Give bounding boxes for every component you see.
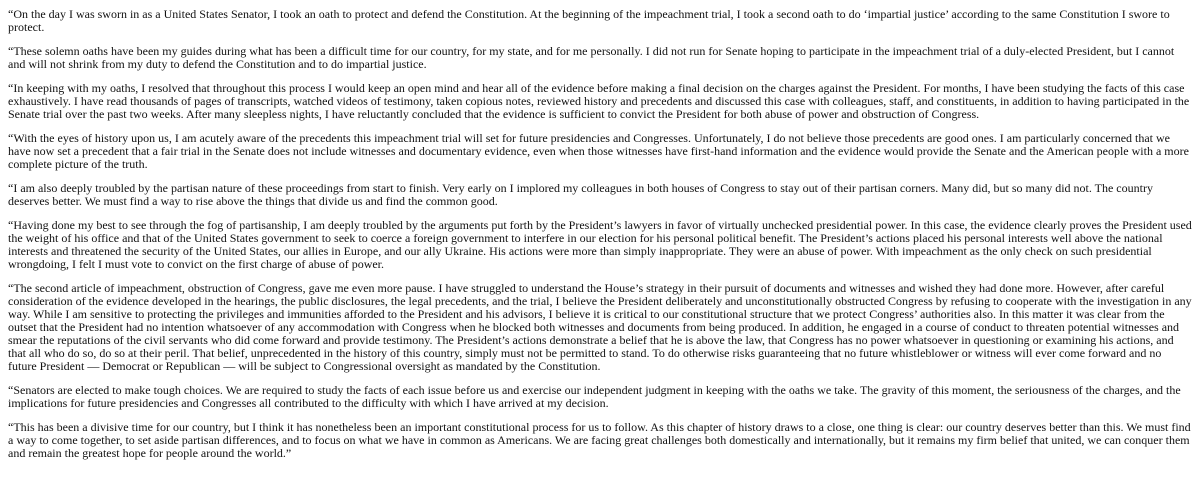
paragraph-oath: “On the day I was sworn in as a United States Senator, I took an oath to protect and defend the Constitution. At the beginning of the impeachment trial, I took a second oath to do ‘impartial justice’ according to the same Constitution I swore to protect. <box>8 7 1170 34</box>
paragraph-obstruction-of-congress: “The second article of impeachment, obstruction of Congress, gave me even more pause. I have struggled to understand the House’s strategy in their pursuit of documents and witnesses and wished they had done more. However, after careful consideration of the evidence developed in the hearings, the public disclosures, the legal precedents, and the trial, I believe the President deliberately and unconstitutionally obstructed Congress by refusing to cooperate with the investigation in any way. While I am sensitive to protecting the privileges and immunities afforded to the President and his advisors, I believe it is critical to our constitutional structure that we protect Congress’ authorities also. In this matter it was clear from the outset that the President had no intention whatsoever of any accommodation with Congress when he blocked both witnesses and documents from being produced. In addition, he engaged in a course of conduct to threaten potential witnesses and smear the reputations of the civil servants who did come forward and provide testimony. The President’s actions demonstrate a belief that he is above the law, that Congress has no power whatsoever in questioning or examining his actions, and that all who do so, do so at their peril. That belief, unprecedented in the history of this country, simply must not be permitted to stand. To do otherwise risks guaranteeing that no future whistleblower or witness will ever come forward and no future President — Democrat or Republican — will be subject to Congressional oversight as mandated by the Constitution. <box>8 281 1192 373</box>
paragraph-tough-choices: “Senators are elected to make tough choices. We are required to study the facts of each issue before us and exercise our independent judgment in keeping with the oaths we take. The gravity of this moment, the seriousness of the charges, and the implications for future presidencies and Congresses all contributed to the difficulty with which I have arrived at my decision. <box>8 383 1181 410</box>
paragraph-open-mind: “In keeping with my oaths, I resolved that throughout this process I would keep an open mind and hear all of the evidence before making a final decision on the charges against the President. For months, I have been studying the facts of this case exhaustively. I have read thousands of pages of transcripts, watched videos of testimony, taken copious notes, reviewed history and precedents and discussed this case with colleagues, staff, and constituents, in addition to having participated in the Senate trial over the past two weeks. After many sleepless nights, I have reluctantly concluded that the evidence is sufficient to convict the President for both abuse of power and obstruction of Congress. <box>8 81 1190 121</box>
paragraph-divisive-time: “This has been a divisive time for our country, but I think it has nonetheless been an important constitutional process for us to follow. As this chapter of history draws to a close, one thing is clear: our country deserves better than this. We must find a way to come together, to set aside partisan differences, and to focus on what we have in common as Americans. We are facing great challenges both domestically and internationally, but it remains my firm belief that united, we can conquer them and remain the greatest hope for people around the world.” <box>8 420 1191 460</box>
paragraph-partisan-nature: “I am also deeply troubled by the partisan nature of these proceedings from start to finish. Very early on I implored my colleagues in both houses of Congress to stay out of their partisan corners. Many did, but so many did not. The country deserves better. We must find a way to rise above the things that divide us and find the common good. <box>8 181 1153 208</box>
paragraph-precedents: “With the eyes of history upon us, I am acutely aware of the precedents this impeachment trial will set for future presidencies and Congresses. Unfortunately, I do not believe those precedents are good ones. I am particularly concerned that we have now set a precedent that a fair trial in the Senate does not include witnesses and documentary evidence, even when those witnesses have first-hand information and the evidence would provide the Senate and the American people with a more complete picture of the truth. <box>8 131 1189 171</box>
paragraph-solemn-oaths: “These solemn oaths have been my guides during what has been a difficult time for our country, for my state, and for me personally. I did not run for Senate hoping to participate in the impeachment trial of a duly-elected President, but I cannot and will not shrink from my duty to defend the Constitution and to do impartial justice. <box>8 44 1175 71</box>
paragraph-abuse-of-power: “Having done my best to see through the fog of partisanship, I am deeply troubled by the arguments put forth by the President’s lawyers in favor of virtually unchecked presidential power. In this case, the evidence clearly proves the President used the weight of his office and that of the United States government to seek to coerce a foreign government to interfere in our election for his personal political benefit. The President’s actions placed his personal interests well above the national interests and threatened the security of the United States, our allies in Europe, and our ally Ukraine. His actions were more than simply inappropriate. They were an abuse of power. With impeachment as the only check on such presidential wrongdoing, I felt I must vote to convict on the first charge of abuse of power. <box>8 218 1192 271</box>
